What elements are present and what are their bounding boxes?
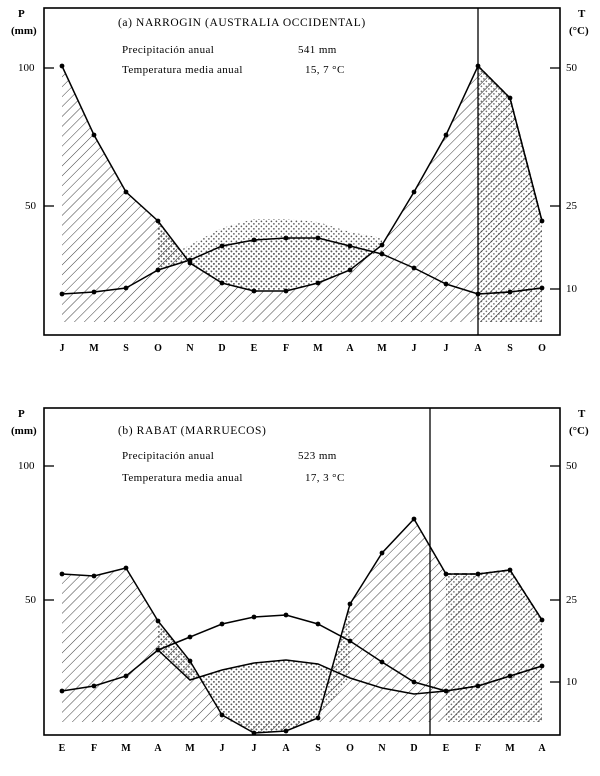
chart-title-a: (a) NARROGIN (AUSTRALIA OCCIDENTAL) (118, 17, 366, 29)
t-tick-25-b: 25 (566, 594, 577, 606)
month-label-a-5: D (218, 343, 226, 354)
annual-precip-value-a: 541 mm (298, 44, 337, 56)
t-tick-10-a: 10 (566, 283, 577, 295)
month-label-b-8: S (315, 743, 321, 754)
month-label-b-0: E (58, 743, 66, 754)
month-label-a-9: A (346, 343, 354, 354)
month-label-a-7: F (282, 343, 290, 354)
month-label-b-11: D (410, 743, 418, 754)
month-label-b-12: E (442, 743, 450, 754)
axis-p-unit-b: (mm) (11, 425, 37, 437)
p-tick-100-a: 100 (18, 62, 35, 74)
annual-temp-label-b: Temperatura media anual (122, 472, 243, 484)
axis-t-unit-a: (°C) (569, 25, 589, 37)
month-label-a-15: O (538, 343, 546, 354)
axis-p-title-b: P (18, 408, 25, 420)
month-label-a-12: J (443, 343, 449, 354)
month-label-b-9: O (346, 743, 354, 754)
month-label-a-11: J (411, 343, 417, 354)
annual-precip-value-b: 523 mm (298, 450, 337, 462)
axis-p-title-a: P (18, 8, 25, 20)
chart-title-b: (b) RABAT (MARRUECOS) (118, 425, 267, 437)
month-label-b-10: N (378, 743, 386, 754)
t-tick-50-b: 50 (566, 460, 577, 472)
month-label-a-3: O (154, 343, 162, 354)
month-label-b-2: M (121, 743, 131, 754)
month-label-a-2: S (123, 343, 129, 354)
axis-t-title-a: T (578, 8, 586, 20)
axis-t-title-b: T (578, 408, 586, 420)
month-label-a-8: M (313, 343, 323, 354)
t-tick-50-a: 50 (566, 62, 577, 74)
axis-p-unit-a: (mm) (11, 25, 37, 37)
month-label-b-13: F (474, 743, 482, 754)
month-label-b-1: F (90, 743, 98, 754)
month-label-b-7: A (282, 743, 290, 754)
annual-precip-label-b: Precipitación anual (122, 450, 215, 462)
month-label-b-4: M (185, 743, 195, 754)
annual-precip-label-a: Precipitación anual (122, 44, 215, 56)
month-label-a-13: A (474, 343, 482, 354)
month-label-b-6: J (251, 743, 257, 754)
climogram-rabat (0, 388, 600, 776)
p-tick-100-b: 100 (18, 460, 35, 472)
annual-temp-value-a: 15, 7 °C (305, 64, 345, 76)
p-tick-50-a: 50 (25, 200, 36, 212)
t-tick-25-a: 25 (566, 200, 577, 212)
axis-t-unit-b: (°C) (569, 425, 589, 437)
month-label-a-4: N (186, 343, 194, 354)
p-tick-50-b: 50 (25, 594, 36, 606)
month-label-a-6: E (250, 343, 258, 354)
annual-temp-value-b: 17, 3 °C (305, 472, 345, 484)
month-label-b-3: A (154, 743, 162, 754)
month-label-a-10: M (377, 343, 387, 354)
annual-temp-label-a: Temperatura media anual (122, 64, 243, 76)
month-label-a-0: J (59, 343, 65, 354)
month-label-b-5: J (219, 743, 225, 754)
month-label-a-1: M (89, 343, 99, 354)
climogram-plot-b (0, 388, 600, 776)
month-label-b-15: A (538, 743, 546, 754)
t-tick-10-b: 10 (566, 676, 577, 688)
month-label-b-14: M (505, 743, 515, 754)
month-label-a-14: S (507, 343, 513, 354)
